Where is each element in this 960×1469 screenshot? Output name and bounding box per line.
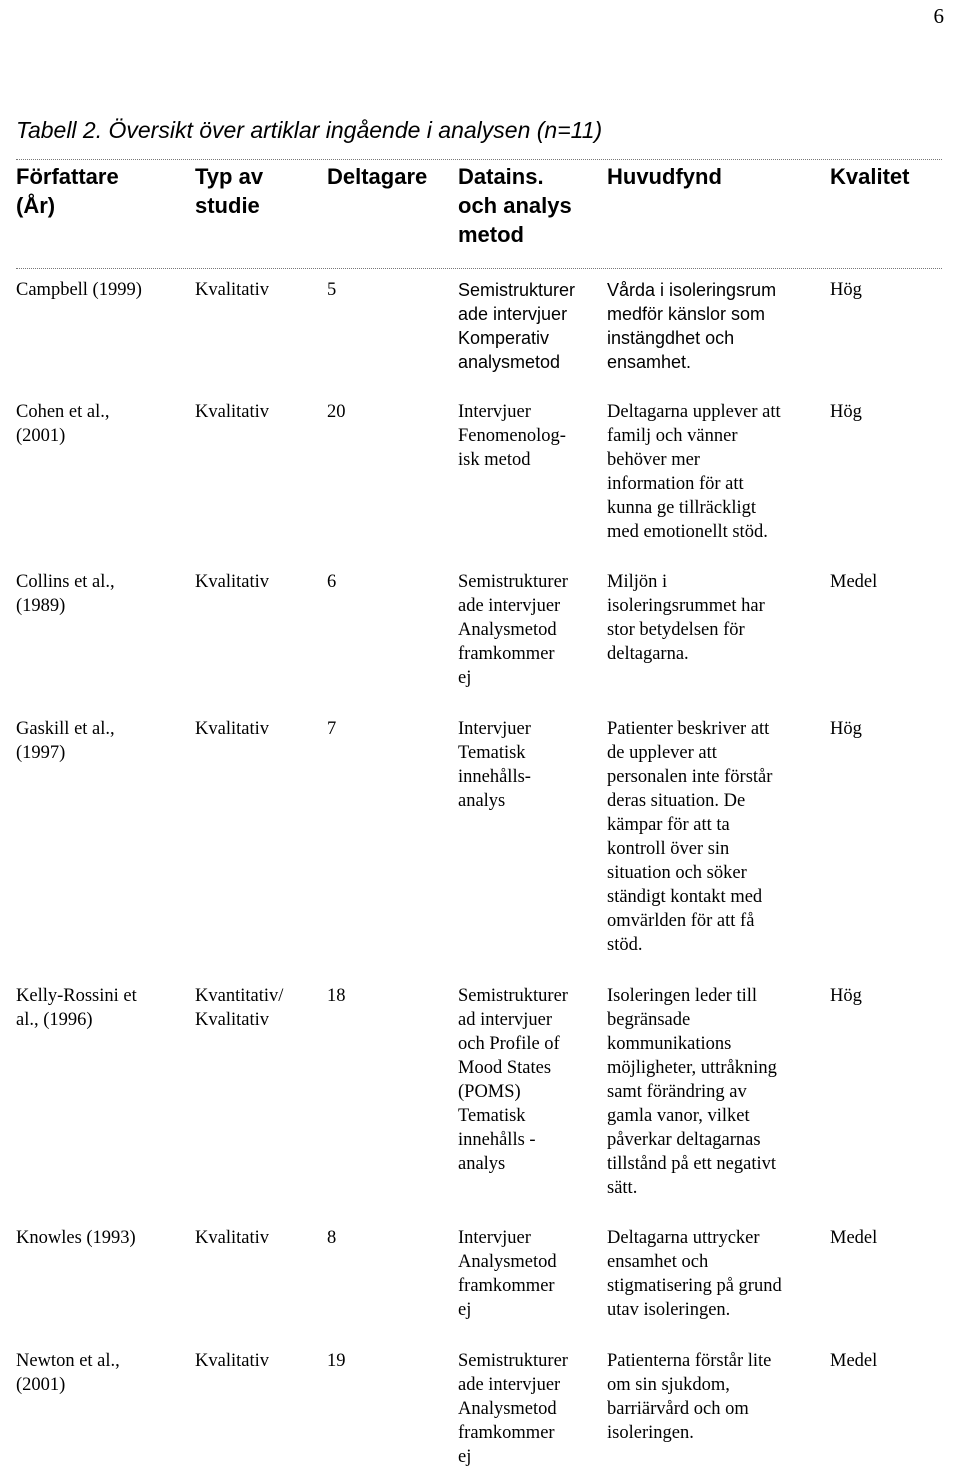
- cell-line: (2001): [16, 426, 66, 446]
- quality-cell: [830, 1226, 877, 1250]
- cell-line: situation och söker: [607, 863, 747, 883]
- author-cell: [16, 1349, 120, 1397]
- cell-line: Intervjuer: [458, 402, 531, 422]
- participants-cell: [327, 984, 346, 1008]
- header-top-rule: [16, 159, 942, 160]
- cell-line: Isoleringen leder till: [607, 986, 758, 1006]
- header-method: [458, 162, 572, 249]
- author-cell: [16, 278, 142, 302]
- method-cell: [458, 1349, 568, 1469]
- cell-line: Kvalitativ: [195, 1351, 269, 1371]
- cell-line: ensamhet.: [607, 352, 692, 372]
- cell-line: Patienter beskriver att: [607, 719, 770, 739]
- cell-line: medför känslor som: [607, 304, 766, 324]
- cell-line: Cohen et al.,: [16, 402, 110, 422]
- method-cell: [458, 717, 531, 813]
- cell-line: med emotionellt stöd.: [607, 522, 768, 542]
- cell-line: analysmetod: [458, 352, 561, 372]
- cell-line: 8: [327, 1228, 337, 1248]
- cell-line: (POMS): [458, 1082, 521, 1102]
- cell-line: innehålls-: [458, 767, 531, 787]
- cell-line: Tematisk: [458, 743, 526, 763]
- study-type-cell: [195, 400, 269, 424]
- quality-cell: [830, 278, 862, 302]
- cell-line: tillstånd på ett negativt: [607, 1154, 777, 1174]
- author-cell: [16, 570, 115, 618]
- cell-line: Kvalitativ: [195, 572, 269, 592]
- cell-line: Fenomenolog-: [458, 426, 566, 446]
- cell-line: 20: [327, 402, 346, 422]
- cell-line: samt förändring av: [607, 1082, 747, 1102]
- cell-line: isk metod: [458, 450, 531, 470]
- cell-line: (1989): [16, 596, 66, 616]
- quality-cell: [830, 984, 862, 1008]
- cell-line: Intervjuer: [458, 719, 531, 739]
- cell-line: barriärvård och om: [607, 1399, 749, 1419]
- participants-cell: [327, 570, 336, 594]
- cell-line: Kvalitativ: [195, 1010, 269, 1030]
- header-participants: [327, 162, 427, 191]
- findings-cell: [607, 278, 776, 374]
- table-caption: Tabell 2. Översikt över artiklar ingående i analysen (n=11): [16, 117, 603, 143]
- header-line: (År): [16, 193, 56, 218]
- header-line: Huvudfynd: [607, 164, 722, 189]
- study-type-cell: [195, 717, 269, 741]
- cell-line: påverkar deltagarnas: [607, 1130, 761, 1150]
- cell-line: Kvalitativ: [195, 402, 269, 422]
- study-type-cell: [195, 570, 269, 594]
- quality-cell: [830, 1349, 877, 1373]
- cell-line: kontroll över sin: [607, 839, 730, 859]
- cell-line: 6: [327, 572, 337, 592]
- cell-line: Campbell (1999): [16, 280, 142, 300]
- cell-line: behöver mer: [607, 450, 700, 470]
- cell-line: framkommer: [458, 1276, 555, 1296]
- cell-line: Hög: [830, 402, 862, 422]
- cell-line: gamla vanor, vilket: [607, 1106, 750, 1126]
- method-cell: [458, 278, 575, 374]
- findings-cell: [607, 1226, 782, 1322]
- cell-line: Hög: [830, 280, 862, 300]
- header-bottom-rule: [16, 268, 942, 269]
- header-line: Typ av: [195, 164, 264, 189]
- header-line: metod: [458, 222, 524, 247]
- cell-line: Tematisk: [458, 1106, 526, 1126]
- findings-cell: [607, 1349, 771, 1445]
- method-cell: [458, 984, 568, 1176]
- participants-cell: [327, 1349, 346, 1373]
- cell-line: Analysmetod: [458, 1399, 557, 1419]
- cell-line: Semistrukturer: [458, 572, 568, 592]
- cell-line: Collins et al.,: [16, 572, 115, 592]
- cell-line: Kvantitativ/: [195, 986, 284, 1006]
- cell-line: familj och vänner: [607, 426, 738, 446]
- header-author: [16, 162, 119, 220]
- page-number: 6: [933, 4, 944, 28]
- findings-cell: [607, 717, 772, 957]
- participants-cell: [327, 1226, 336, 1250]
- cell-line: ej: [458, 668, 472, 688]
- quality-cell: [830, 570, 877, 594]
- cell-line: Analysmetod: [458, 620, 557, 640]
- cell-line: sätt.: [607, 1178, 638, 1198]
- cell-line: möjligheter, uttråkning: [607, 1058, 777, 1078]
- cell-line: Kvalitativ: [195, 719, 269, 739]
- cell-line: Deltagarna upplever att: [607, 402, 781, 422]
- header-line: Deltagare: [327, 164, 428, 189]
- cell-line: Semistrukturer: [458, 280, 576, 300]
- author-cell: [16, 1226, 136, 1250]
- cell-line: ej: [458, 1300, 472, 1320]
- cell-line: Miljön i: [607, 572, 668, 592]
- cell-line: stigmatisering på grund: [607, 1276, 782, 1296]
- cell-line: utav isoleringen.: [607, 1300, 731, 1320]
- cell-line: begränsade: [607, 1010, 691, 1030]
- participants-cell: [327, 278, 336, 302]
- header-study-type: [195, 162, 263, 220]
- cell-line: analys: [458, 1154, 506, 1174]
- cell-line: stor betydelsen för: [607, 620, 745, 640]
- header-line: Kvalitet: [830, 164, 910, 189]
- cell-line: Analysmetod: [458, 1252, 557, 1272]
- cell-line: Medel: [830, 1228, 878, 1248]
- header-line: studie: [195, 193, 260, 218]
- cell-line: ej: [458, 1447, 472, 1467]
- header-findings: [607, 162, 722, 191]
- study-type-cell: [195, 1349, 269, 1373]
- cell-line: ständigt kontakt med: [607, 887, 763, 907]
- study-type-cell: [195, 1226, 269, 1250]
- study-type-cell: [195, 984, 283, 1032]
- cell-line: (1997): [16, 743, 66, 763]
- findings-cell: [607, 400, 781, 544]
- cell-line: ade intervjuer: [458, 1375, 561, 1395]
- author-cell: [16, 717, 115, 765]
- cell-line: Knowles (1993): [16, 1228, 136, 1248]
- method-cell: [458, 1226, 557, 1322]
- cell-line: Intervjuer: [458, 1228, 531, 1248]
- quality-cell: [830, 400, 862, 424]
- author-cell: [16, 984, 137, 1032]
- cell-line: Hög: [830, 719, 862, 739]
- cell-line: Vårda i isoleringsrum: [607, 280, 777, 300]
- method-cell: [458, 570, 568, 690]
- cell-line: ad intervjuer: [458, 1010, 552, 1030]
- cell-line: isoleringen.: [607, 1423, 694, 1443]
- cell-line: stöd.: [607, 935, 643, 955]
- cell-line: 5: [327, 280, 337, 300]
- participants-cell: [327, 400, 346, 424]
- cell-line: Kvalitativ: [195, 1228, 269, 1248]
- findings-cell: [607, 570, 765, 666]
- cell-line: de upplever att: [607, 743, 717, 763]
- cell-line: 18: [327, 986, 346, 1006]
- header-line: Författare: [16, 164, 119, 189]
- cell-line: al., (1996): [16, 1010, 93, 1030]
- study-type-cell: [195, 278, 269, 302]
- cell-line: framkommer: [458, 1423, 555, 1443]
- cell-line: Mood States: [458, 1058, 552, 1078]
- header-quality: [830, 162, 909, 191]
- cell-line: Patienterna förstår lite: [607, 1351, 772, 1371]
- cell-line: Medel: [830, 572, 878, 592]
- cell-line: ade intervjuer: [458, 304, 568, 324]
- cell-line: ade intervjuer: [458, 596, 561, 616]
- cell-line: Semistrukturer: [458, 1351, 568, 1371]
- cell-line: 19: [327, 1351, 346, 1371]
- cell-line: personalen inte förstår: [607, 767, 773, 787]
- method-cell: [458, 400, 566, 472]
- header-line: Datains.: [458, 164, 544, 189]
- cell-line: deltagarna.: [607, 644, 689, 664]
- cell-line: Komperativ: [458, 328, 550, 348]
- cell-line: innehålls -: [458, 1130, 536, 1150]
- cell-line: information för att: [607, 474, 744, 494]
- participants-cell: [327, 717, 336, 741]
- cell-line: Medel: [830, 1351, 878, 1371]
- cell-line: framkommer: [458, 644, 555, 664]
- header-line: och analys: [458, 193, 572, 218]
- cell-line: Hög: [830, 986, 862, 1006]
- cell-line: kommunikations: [607, 1034, 732, 1054]
- cell-line: instängdhet och: [607, 328, 735, 348]
- cell-line: Newton et al.,: [16, 1351, 120, 1371]
- cell-line: kämpar för att ta: [607, 815, 730, 835]
- findings-cell: [607, 984, 777, 1200]
- cell-line: (2001): [16, 1375, 66, 1395]
- cell-line: Deltagarna uttrycker: [607, 1228, 760, 1248]
- cell-line: 7: [327, 719, 337, 739]
- cell-line: analys: [458, 791, 506, 811]
- cell-line: deras situation. De: [607, 791, 746, 811]
- cell-line: Gaskill et al.,: [16, 719, 115, 739]
- cell-line: omvärlden för att få: [607, 911, 755, 931]
- cell-line: kunna ge tillräckligt: [607, 498, 756, 518]
- author-cell: [16, 400, 110, 448]
- cell-line: ensamhet och: [607, 1252, 709, 1272]
- cell-line: isoleringsrummet har: [607, 596, 765, 616]
- cell-line: och Profile of: [458, 1034, 560, 1054]
- cell-line: Kelly-Rossini et: [16, 986, 137, 1006]
- cell-line: Kvalitativ: [195, 280, 269, 300]
- cell-line: om sin sjukdom,: [607, 1375, 730, 1395]
- quality-cell: [830, 717, 862, 741]
- cell-line: Semistrukturer: [458, 986, 568, 1006]
